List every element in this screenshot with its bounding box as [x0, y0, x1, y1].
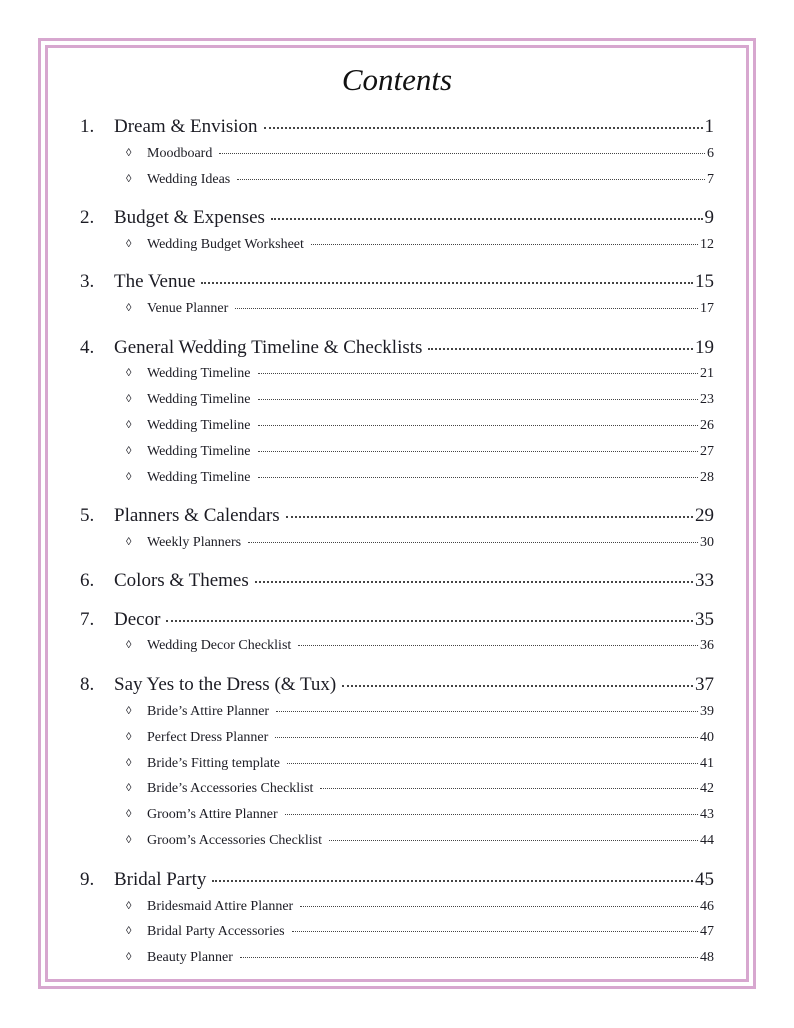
section-number: 3. [80, 271, 95, 292]
diamond-bullet-icon: ◊ [126, 925, 132, 937]
dot-leader [201, 282, 693, 284]
page-number: 19 [695, 337, 714, 358]
toc-entry[interactable] [126, 172, 714, 188]
dot-leader [311, 244, 698, 245]
diamond-bullet-icon: ◊ [126, 705, 132, 717]
page-number: 42 [700, 781, 714, 796]
entry-title: Wedding Timeline [147, 444, 251, 459]
page-number: 26 [700, 418, 714, 433]
diamond-bullet-icon: ◊ [126, 536, 132, 548]
page-number: 30 [700, 535, 714, 550]
page-number: 41 [700, 756, 714, 771]
section-title: Dream & Envision [114, 116, 258, 137]
toc-entry[interactable] [126, 756, 714, 772]
diamond-bullet-icon: ◊ [126, 731, 132, 743]
toc-entry[interactable] [126, 301, 714, 317]
entry-title: Moodboard [147, 146, 213, 161]
page-number: 33 [695, 570, 714, 591]
page-number: 35 [695, 609, 714, 630]
page-number: 6 [707, 146, 714, 161]
page-number: 43 [700, 807, 714, 822]
dot-leader [240, 957, 698, 958]
dot-leader [219, 153, 705, 154]
section-number: 7. [80, 609, 95, 630]
page-number: 37 [695, 674, 714, 695]
dot-leader [276, 711, 698, 712]
toc-entry[interactable] [126, 950, 714, 966]
diamond-bullet-icon: ◊ [126, 238, 132, 250]
entry-title: Groom’s Accessories Checklist [147, 833, 322, 848]
section-number: 1. [80, 116, 95, 137]
dot-leader [264, 127, 703, 129]
section-number: 9. [80, 869, 95, 890]
entry-title: Groom’s Attire Planner [147, 807, 278, 822]
dot-leader [166, 620, 693, 622]
diamond-bullet-icon: ◊ [126, 147, 132, 159]
dot-leader [248, 542, 698, 543]
section-title: Decor [114, 609, 161, 630]
section-title: Bridal Party [114, 869, 207, 890]
diamond-bullet-icon: ◊ [126, 445, 132, 457]
toc-entry[interactable] [126, 781, 714, 797]
toc-entry[interactable] [126, 418, 714, 434]
dot-leader [271, 218, 703, 220]
page-number: 7 [707, 172, 714, 187]
entry-title: Wedding Budget Worksheet [147, 237, 304, 252]
toc-section-9[interactable] [80, 869, 714, 891]
entry-title: Wedding Timeline [147, 366, 251, 381]
toc-entry[interactable] [126, 470, 714, 486]
page-number: 21 [700, 366, 714, 381]
entry-title: Bride’s Attire Planner [147, 704, 270, 719]
toc-section-1[interactable] [80, 116, 714, 138]
diamond-bullet-icon: ◊ [126, 782, 132, 794]
page-number: 15 [695, 271, 714, 292]
dot-leader [298, 645, 698, 646]
section-number: 6. [80, 570, 95, 591]
page-number: 47 [700, 924, 714, 939]
entry-title: Beauty Planner [147, 950, 233, 965]
entry-title: Wedding Timeline [147, 392, 251, 407]
toc-entry[interactable] [126, 730, 714, 746]
toc-entry[interactable] [126, 899, 714, 915]
dot-leader [320, 788, 698, 789]
entry-title: Wedding Timeline [147, 418, 251, 433]
page-number: 28 [700, 470, 714, 485]
page-number: 46 [700, 899, 714, 914]
toc-entry[interactable] [126, 146, 714, 162]
toc-entry[interactable] [126, 535, 714, 551]
page-number: 44 [700, 833, 714, 848]
entry-title: Weekly Planners [147, 535, 242, 550]
dot-leader [342, 685, 693, 687]
diamond-bullet-icon: ◊ [126, 302, 132, 314]
page-number: 36 [700, 638, 714, 653]
toc-entry[interactable] [126, 392, 714, 408]
diamond-bullet-icon: ◊ [126, 471, 132, 483]
dot-leader [329, 840, 698, 841]
page-number: 29 [695, 505, 714, 526]
diamond-bullet-icon: ◊ [126, 639, 132, 651]
toc-entry[interactable] [126, 638, 714, 654]
dot-leader [212, 880, 693, 882]
dot-leader [285, 814, 698, 815]
toc-entry[interactable] [126, 366, 714, 382]
toc-entry[interactable] [126, 237, 714, 253]
page-number: 40 [700, 730, 714, 745]
entry-title: Wedding Decor Checklist [147, 638, 292, 653]
dot-leader [258, 399, 699, 400]
toc-section-8[interactable] [80, 674, 714, 696]
toc-section-7[interactable] [80, 609, 714, 631]
dot-leader [237, 179, 705, 180]
entry-title: Bride’s Fitting template [147, 756, 280, 771]
diamond-bullet-icon: ◊ [126, 173, 132, 185]
entry-title: Wedding Ideas [147, 172, 231, 187]
section-title: Planners & Calendars [114, 505, 280, 526]
page-title: Contents [341, 62, 453, 97]
page-number: 23 [700, 392, 714, 407]
diamond-bullet-icon: ◊ [126, 951, 132, 963]
section-title: The Venue [114, 271, 196, 292]
entry-title: Venue Planner [147, 301, 229, 316]
toc-entry[interactable] [126, 924, 714, 940]
toc-entry[interactable] [126, 807, 714, 823]
diamond-bullet-icon: ◊ [126, 419, 132, 431]
diamond-bullet-icon: ◊ [126, 834, 132, 846]
entry-title: Perfect Dress Planner [147, 730, 269, 745]
dot-leader [292, 931, 698, 932]
page-number: 27 [700, 444, 714, 459]
diamond-bullet-icon: ◊ [126, 900, 132, 912]
diamond-bullet-icon: ◊ [126, 757, 132, 769]
toc-section-5[interactable] [80, 505, 714, 527]
section-number: 2. [80, 207, 95, 228]
diamond-bullet-icon: ◊ [126, 367, 132, 379]
toc-section-3[interactable] [80, 271, 714, 293]
page-number: 1 [704, 116, 714, 137]
dot-leader [286, 516, 693, 518]
section-number: 4. [80, 337, 95, 358]
dot-leader [258, 373, 699, 374]
dot-leader [258, 425, 699, 426]
page-number: 12 [700, 237, 714, 252]
diamond-bullet-icon: ◊ [126, 808, 132, 820]
section-title: General Wedding Timeline & Checklists [114, 337, 423, 358]
toc-entry[interactable] [126, 704, 714, 720]
section-title: Colors & Themes [114, 570, 249, 591]
section-number: 8. [80, 674, 95, 695]
dot-leader [255, 581, 693, 583]
entry-title: Wedding Timeline [147, 470, 251, 485]
page-number: 9 [704, 207, 714, 228]
dot-leader [428, 348, 693, 350]
toc-entry[interactable] [126, 444, 714, 460]
section-title: Budget & Expenses [114, 207, 265, 228]
dot-leader [275, 737, 698, 738]
page-number: 39 [700, 704, 714, 719]
toc-section-6[interactable] [80, 570, 714, 592]
dot-leader [235, 308, 698, 309]
dot-leader [258, 477, 699, 478]
page-number: 45 [695, 869, 714, 890]
toc-section-2[interactable] [80, 207, 714, 229]
toc-entry[interactable] [126, 833, 714, 849]
page-number: 17 [700, 301, 714, 316]
dot-leader [258, 451, 699, 452]
entry-title: Bride’s Accessories Checklist [147, 781, 314, 796]
toc-section-4[interactable] [80, 337, 714, 359]
page-number: 48 [700, 950, 714, 965]
dot-leader [287, 763, 698, 764]
section-title: Say Yes to the Dress (& Tux) [114, 674, 337, 695]
diamond-bullet-icon: ◊ [126, 393, 132, 405]
dot-leader [300, 906, 698, 907]
section-number: 5. [80, 505, 95, 526]
entry-title: Bridal Party Accessories [147, 924, 285, 939]
entry-title: Bridesmaid Attire Planner [147, 899, 294, 914]
